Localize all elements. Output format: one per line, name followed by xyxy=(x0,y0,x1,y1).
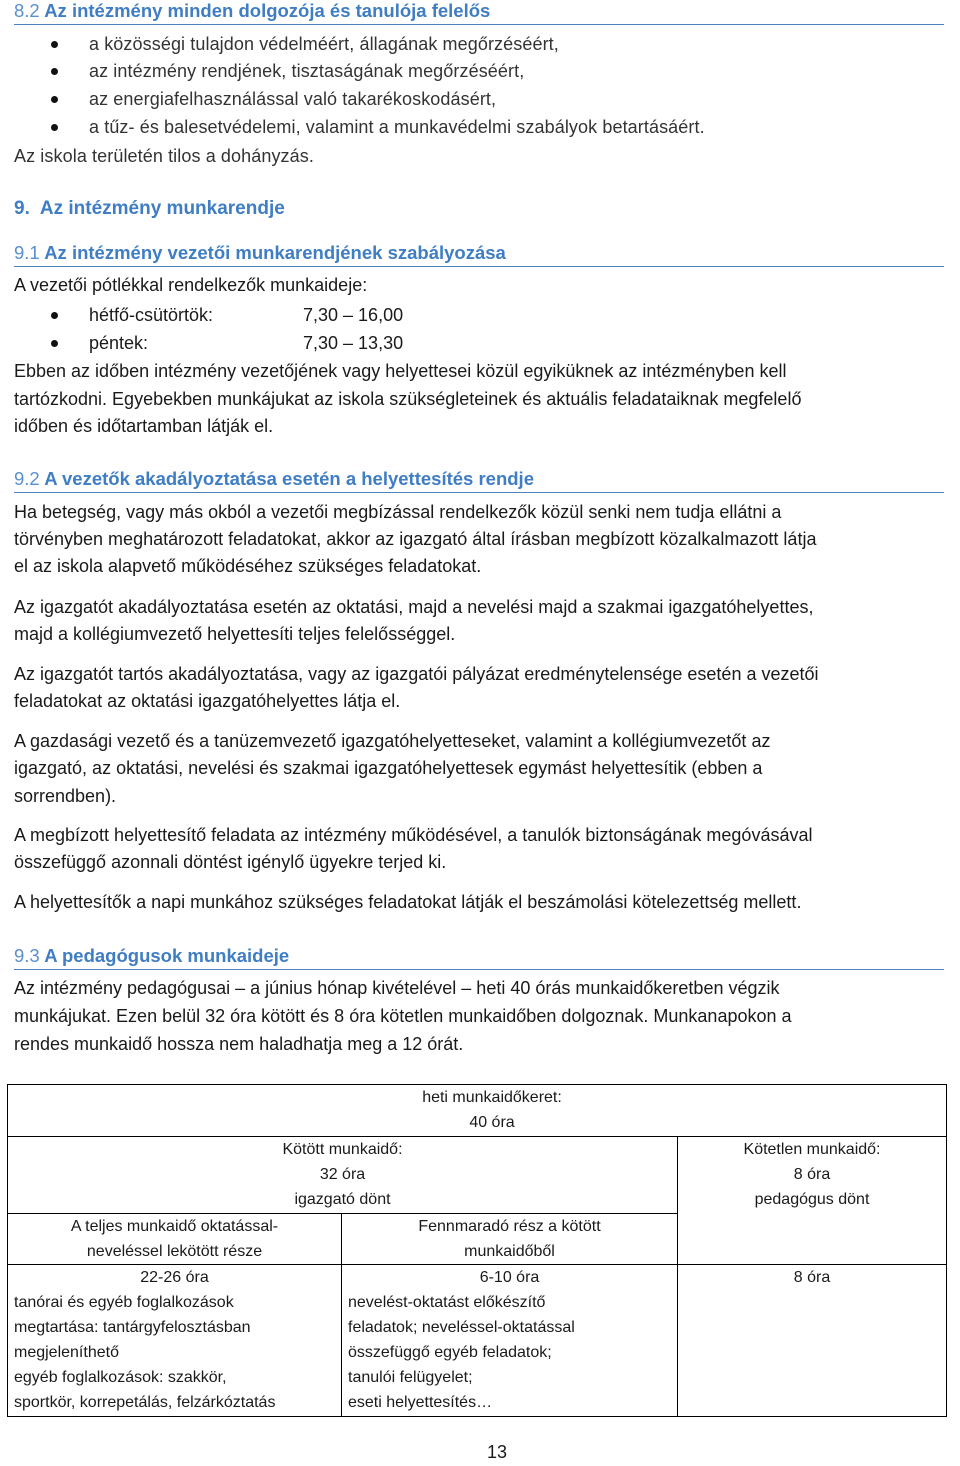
chapter-9-heading: 9. Az intézmény munkarendje xyxy=(14,198,285,219)
paragraph-line: A helyettesítők a napi munkához szükséges feladatokat látják el beszámolási kötelezettség mellett. xyxy=(14,892,802,912)
bullet-icon xyxy=(51,41,58,48)
free-hours-cell: Kötetlen munkaidő: 8 óra pedagógus dönt xyxy=(678,1137,947,1265)
paragraph-line: majd a kollégiumvezető helyettesíti teljes felelősséggel. xyxy=(14,624,456,644)
document-page: 8.2 Az intézmény minden dolgozója és tanulója felelős a közösségi tulajdon védelméért, állagának megőrzéséért, az intézmény rendjének, tisztaságának megőrzéséért, az energiafelhasználással való takarékoskodásért, a tűz- és balesetvédelemi, valamint a munkavédelmi szabályok betartásáért. Az iskola területén tilos a dohányzás. 9. Az intézmény munkarendje 9.1 Az intézmény vezetői munkarendjének szabályozása A vezetői pótlékkal rendelkezők munkaideje: hétfő-csütörtök: 7,30 – 16,00 péntek: 7,30 – 13,30 Ebben az időben intézmény vezetőjének vagy helyettesei közül egyiküknek az intézményben kell tartózkodni. Egyebekben munkájukat az iskola szükségleteinek és aktuális feladataiknak megfelelő időben és időtartamban látják el. 9.2 A vezetők akadályoztatása esetén a helyettesítés rendje Ha betegség, vagy más okból a vezetői megbízással rendelkezők közül senki nem tudja ellátni a törvényben meghatározott feladatokat, akkor az igazgató által írásban megbízott közalkalmazott látja el az iskola alapvető működéséhez szükséges feladatokat. Az igazgatót akadályoztatása esetén az oktatási, majd a nevelési majd a szakmai igazgatóhelyettes, majd a kollégiumvezető helyettesíti teljes felelősséggel. Az igazgatót tartós akadályoztatása, vagy az igazgatói pályázat eredménytelensége esetén a vezetői feladatokat az oktatási igazgatóhelyettes látja el. A gazdasági vezető és a tanüzemvezető igazgatóhelyetteseket, valamint a kollégiumvezetőt az igazgató, az oktatási, nevelési és szakmai igazgatóhelyettesek egymást helyettesítik (ebben a sorrendben). A megbízott helyettesítő feladata az intézmény működésével, a tanulók biztonságának megóvásával összefüggő azonnali döntést igénylő ügyekre terjed ki. A helyettesítők a napi munkához szükséges feladatokat látják el beszámolási kötelezettség mellett. 9.3 A pedagógusok munkaideje Az intézmény pedagógusai – a június hónap kivételével – heti 40 órás munkaidőkeretben végzik munkájukat. Ezen belül 32 óra kötött és 8 óra kötetlen munkaidőben dolgoznak. Munkanapokon a rendes munkaidő hossza nem haladhatja meg a 12 órát. heti munkaidőkeret: 40 óra Kötött munkaidő: 32 óra igazgató dönt Kötetlen munkaidő: 8 óra pedagógus dönt A teljes munkaidő oktatással- neveléssel lekötött része Fennmaradó rész a kötött munkaidőből 22-26 óra tanórai és egyéb foglalkozások megtartása: tantárgyfelosztásban megjeleníthető egyéb foglalkozások: szakkör, sportkör, korrepetálás, felzárkóztatás 6-10 óra nevelést-oktatást előkészítő feladatok; neveléssel-oktatással összefüggő egyéb feladatok; tanulói felügyelet; eseti helyettesítés… 8 óra 13 xyxy=(0,0,960,1466)
table-row xyxy=(8,1085,947,1137)
table-row xyxy=(8,1265,947,1417)
paragraph-line: Az igazgatót akadályoztatása esetén az oktatási, majd a nevelési majd a szakmai igazgatóhelyettes, xyxy=(14,597,814,617)
working-hours-table xyxy=(7,1084,947,1417)
bullet-icon xyxy=(51,340,58,347)
paragraph-line: törvényben meghatározott feladatokat, akkor az igazgató által írásban megbízott közalkalmazott látja xyxy=(14,529,817,549)
paragraph-line: A gazdasági vezető és a tanüzemvezető igazgatóhelyetteseket, valamint a kollégiumvezetőt az xyxy=(14,731,771,751)
teaching-head-cell: A teljes munkaidő oktatással- neveléssel lekötött része xyxy=(8,1214,342,1265)
paragraph-line: feladatokat az oktatási igazgatóhelyettes látja el. xyxy=(14,691,401,711)
paragraph-line: el az iskola alapvető működéséhez szükséges feladatokat. xyxy=(14,556,482,576)
list-item: a közösségi tulajdon védelméért, állagának megőrzéséért, xyxy=(0,31,470,58)
bullet-icon xyxy=(51,68,58,75)
paragraph-line: tartózkodni. Egyebekben munkájukat az iskola szükségleteinek és aktuális feladataiknak megfelelő xyxy=(14,389,802,409)
page-number: 13 xyxy=(486,1442,508,1462)
bullet-icon xyxy=(51,312,58,319)
no-smoking-note: Az iskola területén tilos a dohányzás. xyxy=(14,146,314,166)
remaining-head-cell: Fennmaradó rész a kötött munkaidőből xyxy=(342,1214,678,1265)
list-item: az energiafelhasználással való takarékoskodásért, xyxy=(0,86,407,113)
paragraph-line: Ha betegség, vagy más okból a vezetői megbízással rendelkezők közül senki nem tudja ellátni a xyxy=(14,502,782,522)
paragraph-line: Ebben az időben intézmény vezetőjének vagy helyettesei közül egyiküknek az intézményben kell xyxy=(14,361,787,381)
leaders-intro: A vezetői pótlékkal rendelkezők munkaideje: xyxy=(14,275,368,295)
paragraph-line: rendes munkaidő hossza nem haladhatja meg a 12 órát. xyxy=(14,1034,464,1054)
list-item: a tűz- és balesetvédelemi, valamint a munkavédelmi szabályok betartásáért. xyxy=(0,114,616,141)
paragraph-line: Az igazgatót tartós akadályoztatása, vagy az igazgatói pályázat eredménytelensége esetén a vezetői xyxy=(14,664,819,684)
weekly-frame-cell: heti munkaidőkeret: 40 óra xyxy=(8,1085,947,1137)
list-item: az intézmény rendjének, tisztaságának megőrzéséért, xyxy=(0,58,435,85)
table-row xyxy=(8,1137,947,1214)
paragraph-line: munkájukat. Ezen belül 32 óra kötött és 8 óra kötetlen munkaidőben dolgoznak. Munkanapokon a xyxy=(14,1006,792,1026)
remaining-body-cell: 6-10 óra nevelést-oktatást előkészítő feladatok; neveléssel-oktatással összefüggő egyéb feladatok; tanulói felügyelet; eseti helyettesítés… xyxy=(342,1265,678,1417)
bullet-icon xyxy=(51,96,58,103)
section-9-2-heading: 9.2 A vezetők akadályoztatása esetén a helyettesítés rendje xyxy=(14,468,944,493)
section-9-3-heading: 9.3 A pedagógusok munkaideje xyxy=(14,945,944,970)
section-9-1-heading: 9.1 Az intézmény vezetői munkarendjének szabályozása xyxy=(14,242,944,267)
paragraph-line: időben és időtartamban látják el. xyxy=(14,416,274,436)
paragraph-line: sorrendben). xyxy=(14,786,117,806)
teaching-body-cell: 22-26 óra tanórai és egyéb foglalkozások megtartása: tantárgyfelosztásban megjeleníthető egyéb foglalkozások: szakkör, sportkör, korrepetálás, felzárkóztatás xyxy=(8,1265,342,1417)
paragraph-line: Az intézmény pedagógusai – a június hónap kivételével – heti 40 órás munkaidőkeretben végzik xyxy=(14,978,780,998)
bullet-icon xyxy=(51,124,58,131)
bound-hours-cell: Kötött munkaidő: 32 óra igazgató dönt xyxy=(8,1137,678,1214)
paragraph-line: A megbízott helyettesítő feladata az intézmény működésével, a tanulók biztonságának megóvásával xyxy=(14,825,813,845)
section-8-2-heading: 8.2 Az intézmény minden dolgozója és tanulója felelős xyxy=(14,0,944,25)
paragraph-line: igazgató, az oktatási, nevelési és szakmai igazgatóhelyettesek egymást helyettesítik (ebben a xyxy=(14,758,763,778)
free-body-cell: 8 óra xyxy=(678,1265,947,1417)
paragraph-line: összefüggő azonnali döntést igénylő ügyekre terjed ki. xyxy=(14,852,447,872)
